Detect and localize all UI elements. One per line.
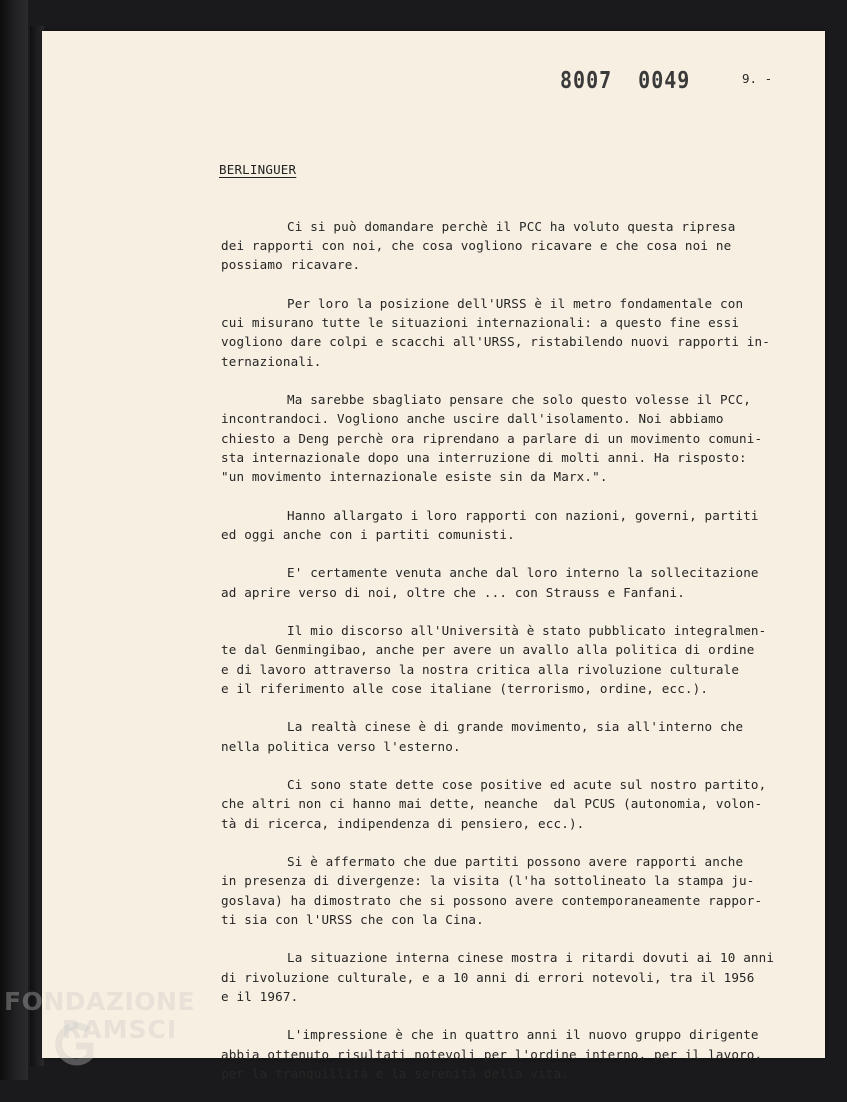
archive-number-a: 8007 [560,66,613,94]
text-line: in presenza di divergenze: la visita (l'ha sottolineato la stampa ju- [221,873,755,889]
text-line: possiamo ricavare. [221,257,361,273]
page-number: 9. - [742,71,773,86]
document-heading: BERLINGUER [219,162,297,177]
document-body [221,217,791,1102]
text-line: e il 1967. [221,988,299,1004]
text-line: dei rapporti con noi, che cosa vogliono ricavare e che cosa noi ne [221,238,732,254]
paragraph [221,775,791,833]
text-line: abbia ottenuto risultati notevoli per l'ordine interno, per il lavoro, [221,1046,763,1062]
text-line: ed oggi anche con i partiti comunisti. [221,526,515,542]
text-line: E' certamente venuta anche dal loro interno la sollecitazione [287,565,759,581]
archive-number-b: 0049 [638,66,691,94]
paragraph [221,563,791,601]
text-line: e il riferimento alle cose italiane (terrorismo, ordine, ecc.). [221,680,709,696]
text-line: La situazione interna cinese mostra i ritardi dovuti ai 10 anni [287,950,775,966]
text-line: cui misurano tutte le situazioni internazionali: a questo fine essi [221,315,740,331]
text-line: e di lavoro attraverso la nostra critica alla rivoluzione culturale [221,661,740,677]
text-line: nella politica verso l'esterno. [221,738,461,754]
paragraph [221,1025,791,1083]
binder-edge [0,0,28,1080]
watermark-g-icon [52,1020,96,1070]
watermark-line2: RAMSCI [62,1015,178,1044]
text-line: sta internazionale dopo una interruzione di molti anni. Ha risposto: [221,449,747,465]
text-line: L'impressione è che in quattro anni il nuovo gruppo dirigente [287,1027,759,1043]
text-line: incontrandoci. Vogliono anche uscire dall'isolamento. Noi abbiamo [221,411,724,427]
text-line: Ci sono state dette cose positive ed acute sul nostro partito, [287,777,767,793]
paragraph [221,948,791,1006]
text-line: Hanno allargato i loro rapporti con nazioni, governi, partiti [287,507,759,523]
text-line: chiesto a Deng perchè ora riprendano a parlare di un movimento comuni- [221,430,763,446]
paragraph [221,852,791,929]
text-line: ad aprire verso di noi, oltre che ... con Strauss e Fanfani. [221,584,685,600]
text-line: Ci si può domandare perchè il PCC ha voluto questa ripresa [287,219,736,234]
text-line: ternazionali. [221,353,322,369]
archive-number [560,66,716,94]
text-line: Si è affermato che due partiti possono avere rapporti anche [287,854,744,870]
paragraph [221,506,791,544]
text-line: goslava) ha dimostrato che si possono avere contemporaneamente rappor- [221,892,763,908]
paragraph [221,390,791,486]
text-line: te dal Genmingibao, anche per avere un avallo alla politica di ordine [221,642,755,658]
paragraph [221,621,791,698]
text-line: che altri non ci hanno mai dette, neanche dal PCUS (autonomia, volon- [221,796,763,812]
watermark-logo [4,988,195,1044]
text-line: La realtà cinese è di grande movimento, sia all'interno che [287,719,744,735]
paragraph [221,717,791,755]
text-line: vogliono dare colpi e scacchi all'URSS, ristabilendo nuovi rapporti in- [221,334,770,350]
text-line: ti sia con l'URSS che con la Cina. [221,911,484,927]
watermark-line1: FONDAZIONE [4,987,196,1016]
text-line: per la tranquillità e la serenità della vita. [221,1065,569,1081]
document-page [42,31,825,1081]
paragraph [221,217,791,275]
text-line: Per loro la posizione dell'URSS è il metro fondamentale con [287,296,744,311]
text-line: Ma sarebbe sbagliato pensare che solo questo volesse il PCC, [287,392,751,408]
paragraph [221,294,791,371]
text-line: di rivoluzione culturale, e a 10 anni di errori notevoli, tra il 1956 [221,969,755,985]
text-line: "un movimento internazionale esiste sin da Marx.". [221,469,608,485]
text-line: Il mio discorso all'Università è stato pubblicato integralmen- [287,623,767,639]
text-line: tà di ricerca, indipendenza di pensiero, ecc.). [221,815,585,831]
